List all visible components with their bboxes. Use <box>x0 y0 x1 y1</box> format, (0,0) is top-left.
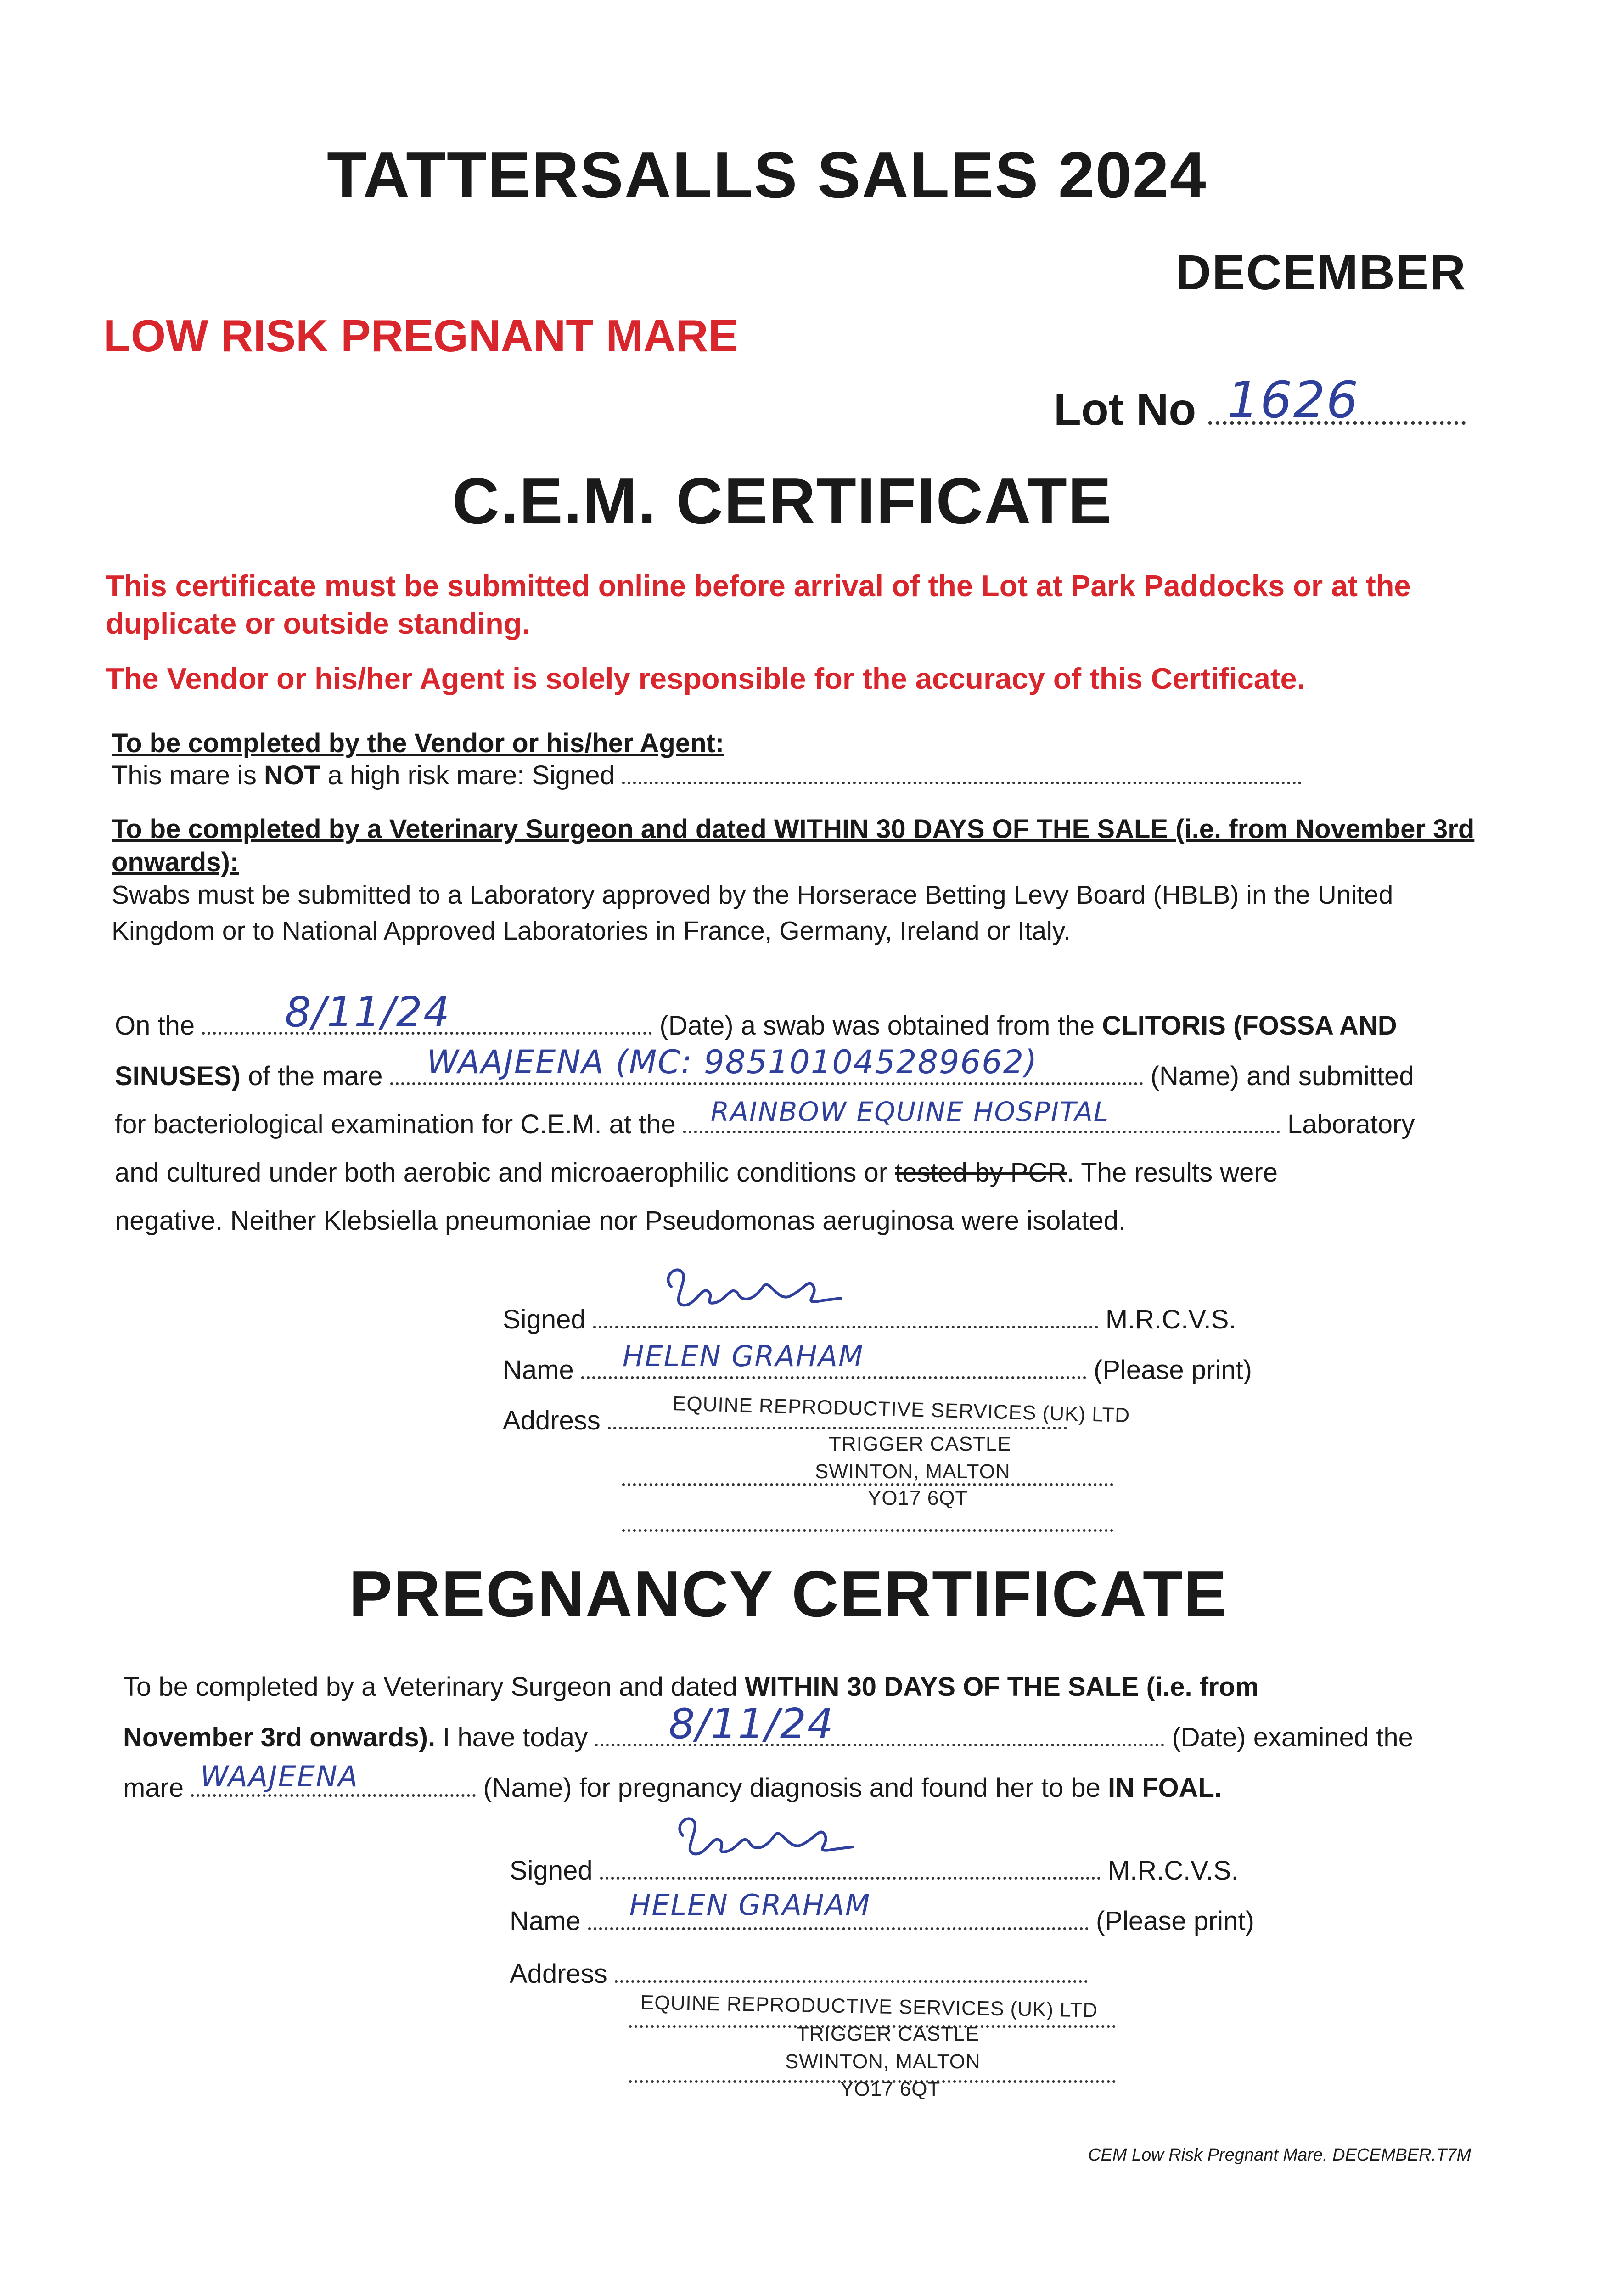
mare-name-line: SINUSES) of the mare WAAJEENA (MC: 985101045289662) (Name) and submitted <box>115 1043 1414 1091</box>
swab-date-value: 8/11/24 <box>285 988 451 1036</box>
tested-by-pcr-struck: tested by PCR <box>895 1158 1067 1187</box>
preg-signed-line: Signed M.R.C.V.S. <box>510 1855 1239 1886</box>
preg-address-line: Address <box>510 1958 1088 1989</box>
pregnancy-line-2: November 3rd onwards). I have today 8/11/24 (Date) examined the <box>123 1700 1413 1752</box>
cem-name-line: Name HELEN GRAHAM (Please print) <box>503 1339 1252 1385</box>
cem-address-line: Address <box>503 1405 1067 1436</box>
vendor-declaration: This mare is NOT a high risk mare: Signed <box>112 760 1302 791</box>
swab-date-line: On the 8/11/24 (Date) a swab was obtained from the CLITORIS (FOSSA AND <box>115 988 1397 1041</box>
preg-name-line: Name HELEN GRAHAM (Please print) <box>510 1888 1254 1936</box>
lot-value: 1626 <box>1227 371 1359 429</box>
vendor-heading: To be completed by the Vendor or his/her Agent: <box>112 728 724 758</box>
pregnancy-line-1: To be completed by a Veterinary Surgeon and dated WITHIN 30 DAYS OF THE SALE (i.e. from <box>123 1672 1259 1702</box>
pregnancy-line-3: mare WAAJEENA (Name) for pregnancy diagnosis and found her to be IN FOAL. <box>123 1760 1222 1803</box>
preg-signature <box>669 1808 862 1868</box>
culture-line: and cultured under both aerobic and microaerophilic conditions or tested by PCR. The results were <box>115 1158 1278 1187</box>
preg-name-value: HELEN GRAHAM <box>629 1888 871 1922</box>
month-label: DECEMBER <box>1175 244 1467 300</box>
risk-label: LOW RISK PREGNANT MARE <box>103 310 738 361</box>
submission-notice: This certificate must be submitted online before arrival of the Lot at Park Paddocks or at the duplicate or outside standing. <box>106 569 1411 640</box>
cem-name-value: HELEN GRAHAM <box>622 1339 864 1373</box>
sales-title: TATTERSALLS SALES 2024 <box>327 139 1207 212</box>
pregnancy-date-value: 8/11/24 <box>668 1700 835 1748</box>
lot-label: Lot No <box>1054 384 1196 434</box>
pregnancy-title: PREGNANCY CERTIFICATE <box>349 1558 1228 1631</box>
cem-title: C.E.M. CERTIFICATE <box>452 465 1112 538</box>
cem-signed-line: Signed M.R.C.V.S. <box>503 1304 1236 1335</box>
responsibility-notice: The Vendor or his/her Agent is solely responsible for the accuracy of this Certificate. <box>106 662 1305 695</box>
mare-name-value: WAAJEENA (MC: 985101045289662) <box>427 1043 1038 1081</box>
cem-signature <box>657 1259 850 1319</box>
lot-number <box>1054 371 1466 435</box>
laboratory-value: RAINBOW EQUINE HOSPITAL <box>710 1096 1110 1127</box>
footer-code: CEM Low Risk Pregnant Mare. DECEMBER.T7M <box>1088 2145 1471 2165</box>
cem-address-dots-2 <box>622 1483 1113 1486</box>
pregnancy-mare-value: WAAJEENA <box>200 1760 359 1793</box>
vet-heading: To be completed by a Veterinary Surgeon and dated WITHIN 30 DAYS OF THE SALE (i.e. from November 3rd onwards): <box>112 814 1475 877</box>
swab-requirements: Swabs must be submitted to a Laboratory approved by the Horserace Betting Levy Board (HBLB) in the United Kingdom or to National Approved Laboratories in France, Germany, Ireland or Italy. <box>112 880 1393 945</box>
cem-address-dots-3 <box>622 1529 1113 1532</box>
negative-results-line: negative. Neither Klebsiella pneumoniae nor Pseudomonas aeruginosa were isolated. <box>115 1206 1126 1236</box>
laboratory-line: for bacteriological examination for C.E.M. at the RAINBOW EQUINE HOSPITAL Laboratory <box>115 1096 1415 1139</box>
